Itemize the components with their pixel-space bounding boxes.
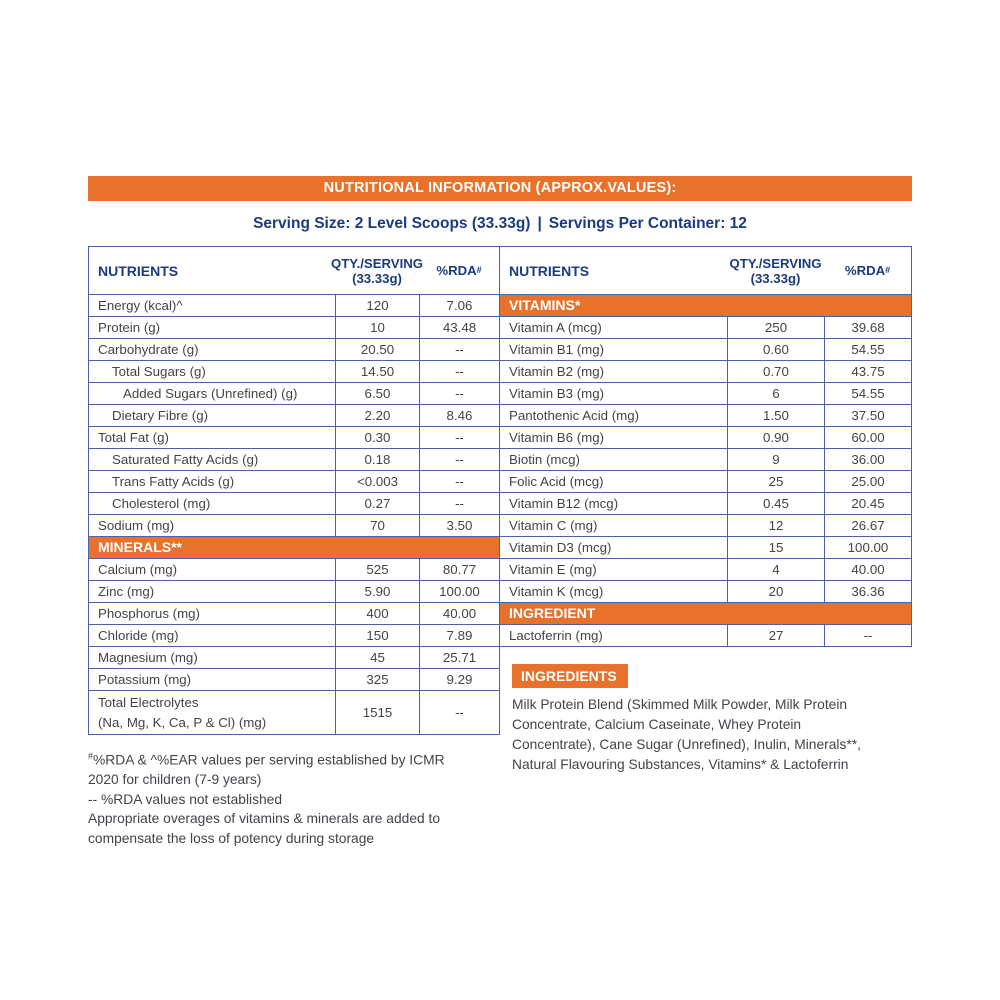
- qty-value: 45: [335, 647, 419, 668]
- qty-value: 120: [335, 295, 419, 316]
- table-row: [500, 448, 911, 470]
- section-header: VITAMINS*: [500, 294, 911, 316]
- nutrient-label: Magnesium (mg): [98, 650, 198, 665]
- nutrient-label: Phosphorus (mg): [98, 606, 200, 621]
- qty-value: 20.50: [335, 339, 419, 360]
- table-row: [89, 382, 499, 404]
- table-row: [89, 338, 499, 360]
- rda-value: 7.06: [419, 295, 499, 316]
- qty-value: 14.50: [335, 361, 419, 382]
- footnote-line: #%RDA & ^%EAR values per serving established by ICMR: [88, 751, 445, 768]
- rda-value: 40.00: [419, 603, 499, 624]
- nutrient-label: Vitamin C (mg): [509, 518, 598, 533]
- nutrient-label: Biotin (mcg): [509, 452, 580, 467]
- footnote-line: compensate the loss of potency during storage: [88, 830, 375, 846]
- qty-value: 25: [727, 471, 824, 492]
- qty-value: 0.90: [727, 427, 824, 448]
- table-row: [500, 470, 911, 492]
- right-header-nutrients: NUTRIENTS: [509, 262, 590, 279]
- right-header-rda: %RDA #: [844, 263, 891, 278]
- table-row: [89, 316, 499, 338]
- qty-value: 0.18: [335, 449, 419, 470]
- ingredient-line: Milk Protein Blend (Skimmed Milk Powder, Milk Protein: [512, 697, 848, 712]
- table-row: [89, 404, 499, 426]
- qty-value: <0.003: [335, 471, 419, 492]
- table-row: [500, 382, 911, 404]
- nutrient-label: Dietary Fibre (g): [112, 408, 209, 423]
- rda-value: 25.71: [419, 647, 499, 668]
- nutrient-label: Folic Acid (mcg): [509, 474, 604, 489]
- tables-area: [88, 246, 912, 848]
- qty-value: 325: [335, 669, 419, 690]
- ingredient-line: Concentrate, Calcium Caseinate, Whey Protein: [512, 717, 802, 732]
- table-row: [89, 646, 499, 668]
- left-header-qty: QTY./SERVING (33.33g): [330, 255, 424, 286]
- rda-value: 40.00: [824, 559, 911, 580]
- ingredient-line: Concentrate), Cane Sugar (Unrefined), Inulin, Minerals**,: [512, 737, 861, 752]
- qty-value: 9: [727, 449, 824, 470]
- qty-value: 20: [727, 581, 824, 602]
- serving-line: [88, 215, 912, 233]
- table-row: [500, 624, 911, 646]
- qty-value: 27: [727, 625, 824, 646]
- nutrient-label: Pantothenic Acid (mg): [509, 408, 640, 423]
- nutrient-label: Vitamin B12 (mcg): [509, 496, 619, 511]
- footnote-line: -- %RDA values not established: [88, 791, 283, 807]
- table-row: [89, 492, 499, 514]
- servings-per-container-text: Servings Per Container: 12: [548, 215, 747, 232]
- table-row: [500, 360, 911, 382]
- nutrient-label: Chloride (mg): [98, 628, 179, 643]
- qty-value: 2.20: [335, 405, 419, 426]
- rda-value: 100.00: [419, 581, 499, 602]
- rda-value: 36.36: [824, 581, 911, 602]
- right-table-header: [500, 247, 911, 294]
- nutrient-label: Total Fat (g): [98, 430, 169, 445]
- nutrient-label: Calcium (mg): [98, 562, 178, 577]
- rda-value: 60.00: [824, 427, 911, 448]
- rda-value: --: [419, 471, 499, 492]
- nutrient-label: Added Sugars (Unrefined) (g): [123, 386, 298, 401]
- nutrient-label: Vitamin A (mcg): [509, 320, 602, 335]
- left-column: [88, 246, 500, 848]
- footnotes: [88, 747, 500, 848]
- qty-value: 150: [335, 625, 419, 646]
- qty-value: 15: [727, 537, 824, 558]
- rda-value: 25.00: [824, 471, 911, 492]
- right-column: [500, 246, 912, 775]
- nutrient-label: Vitamin B6 (mg): [509, 430, 605, 445]
- left-table-header: [89, 247, 499, 294]
- label-content: [88, 176, 912, 848]
- rda-value: --: [824, 625, 911, 646]
- rda-value: --: [419, 427, 499, 448]
- table-row: [89, 294, 499, 316]
- nutrient-label: Vitamin B1 (mg): [509, 342, 605, 357]
- table-row: [500, 580, 911, 602]
- title-text: NUTRITIONAL INFORMATION (APPROX.VALUES):: [323, 180, 677, 196]
- nutrient-label: Vitamin E (mg): [509, 562, 597, 577]
- qty-value: 10: [335, 317, 419, 338]
- section-header: INGREDIENT: [500, 602, 911, 624]
- table-row: [500, 404, 911, 426]
- right-table: [500, 246, 912, 647]
- rda-value: 26.67: [824, 515, 911, 536]
- footnote-line: 2020 for children (7-9 years): [88, 772, 262, 788]
- qty-value: 4: [727, 559, 824, 580]
- nutrient-label: Energy (kcal)^: [98, 298, 183, 313]
- table-row: [89, 514, 499, 536]
- qty-value: 0.45: [727, 493, 824, 514]
- table-row: [500, 316, 911, 338]
- left-header-nutrients: NUTRIENTS: [98, 262, 179, 279]
- nutrient-label: Vitamin D3 (mcg): [509, 540, 612, 555]
- table-row: [89, 668, 499, 690]
- ingredients-text: [512, 695, 912, 775]
- rda-value: 20.45: [824, 493, 911, 514]
- nutrient-label: Trans Fatty Acids (g): [112, 474, 235, 489]
- table-row: [89, 690, 499, 734]
- left-table-body: [89, 294, 499, 734]
- rda-value: 54.55: [824, 339, 911, 360]
- rda-value: --: [419, 691, 499, 734]
- qty-value: 0.60: [727, 339, 824, 360]
- rda-value: 100.00: [824, 537, 911, 558]
- table-row: [89, 580, 499, 602]
- qty-value: 6: [727, 383, 824, 404]
- title-bar: [88, 176, 912, 201]
- table-row: [500, 558, 911, 580]
- nutrient-label: Saturated Fatty Acids (g): [112, 452, 259, 467]
- section-header: MINERALS**: [89, 536, 499, 558]
- table-row: [89, 558, 499, 580]
- rda-value: 3.50: [419, 515, 499, 536]
- rda-value: 54.55: [824, 383, 911, 404]
- nutrient-label: Carbohydrate (g): [98, 342, 199, 357]
- table-row: [500, 338, 911, 360]
- right-header-qty: QTY./SERVING (33.33g): [729, 255, 822, 286]
- nutrient-label: Total Sugars (g): [112, 364, 206, 379]
- rda-value: --: [419, 493, 499, 514]
- table-row: [89, 624, 499, 646]
- right-table-body: [500, 294, 911, 646]
- qty-value: 250: [727, 317, 824, 338]
- rda-value: --: [419, 449, 499, 470]
- rda-value: 8.46: [419, 405, 499, 426]
- qty-value: 12: [727, 515, 824, 536]
- ingredients-badge: INGREDIENTS: [512, 664, 628, 688]
- left-header-rda: %RDA #: [436, 263, 482, 278]
- qty-value: 6.50: [335, 383, 419, 404]
- left-table: [88, 246, 500, 735]
- serving-divider: |: [537, 215, 542, 232]
- rda-value: 7.89: [419, 625, 499, 646]
- nutrient-label: Total Electrolytes (Na, Mg, K, Ca, P & Cl) (mg): [98, 695, 267, 730]
- rda-value: 80.77: [419, 559, 499, 580]
- qty-value: 5.90: [335, 581, 419, 602]
- table-row: [89, 360, 499, 382]
- table-row: [89, 448, 499, 470]
- ingredient-line: Natural Flavouring Substances, Vitamins* & Lactoferrin: [512, 757, 849, 772]
- footnote-line: Appropriate overages of vitamins & minerals are added to: [88, 811, 441, 827]
- qty-value: 525: [335, 559, 419, 580]
- nutrient-label: Vitamin K (mcg): [509, 584, 604, 599]
- table-row: [500, 426, 911, 448]
- table-row: [500, 536, 911, 558]
- rda-value: 36.00: [824, 449, 911, 470]
- nutrient-label: Sodium (mg): [98, 518, 175, 533]
- nutrient-label: Zinc (mg): [98, 584, 155, 599]
- rda-value: 9.29: [419, 669, 499, 690]
- table-row: [89, 602, 499, 624]
- table-row: [89, 470, 499, 492]
- rda-value: --: [419, 361, 499, 382]
- rda-value: 43.48: [419, 317, 499, 338]
- nutrient-label: Vitamin B3 (mg): [509, 386, 605, 401]
- nutrient-label: Cholesterol (mg): [112, 496, 211, 511]
- qty-value: 70: [335, 515, 419, 536]
- nutrient-label: Protein (g): [98, 320, 161, 335]
- nutrient-label: Lactoferrin (mg): [509, 628, 603, 643]
- qty-value: 1515: [335, 691, 419, 734]
- table-row: [89, 426, 499, 448]
- qty-value: 0.27: [335, 493, 419, 514]
- qty-value: 0.30: [335, 427, 419, 448]
- rda-value: 43.75: [824, 361, 911, 382]
- qty-value: 1.50: [727, 405, 824, 426]
- table-row: [500, 514, 911, 536]
- nutrient-label: Vitamin B2 (mg): [509, 364, 605, 379]
- ingredients-block: [500, 664, 912, 775]
- rda-value: 39.68: [824, 317, 911, 338]
- rda-value: --: [419, 383, 499, 404]
- nutrient-label: Potassium (mg): [98, 672, 192, 687]
- table-row: [500, 492, 911, 514]
- rda-value: --: [419, 339, 499, 360]
- qty-value: 400: [335, 603, 419, 624]
- qty-value: 0.70: [727, 361, 824, 382]
- rda-value: 37.50: [824, 405, 911, 426]
- serving-size-text: Serving Size: 2 Level Scoops (33.33g): [253, 215, 531, 232]
